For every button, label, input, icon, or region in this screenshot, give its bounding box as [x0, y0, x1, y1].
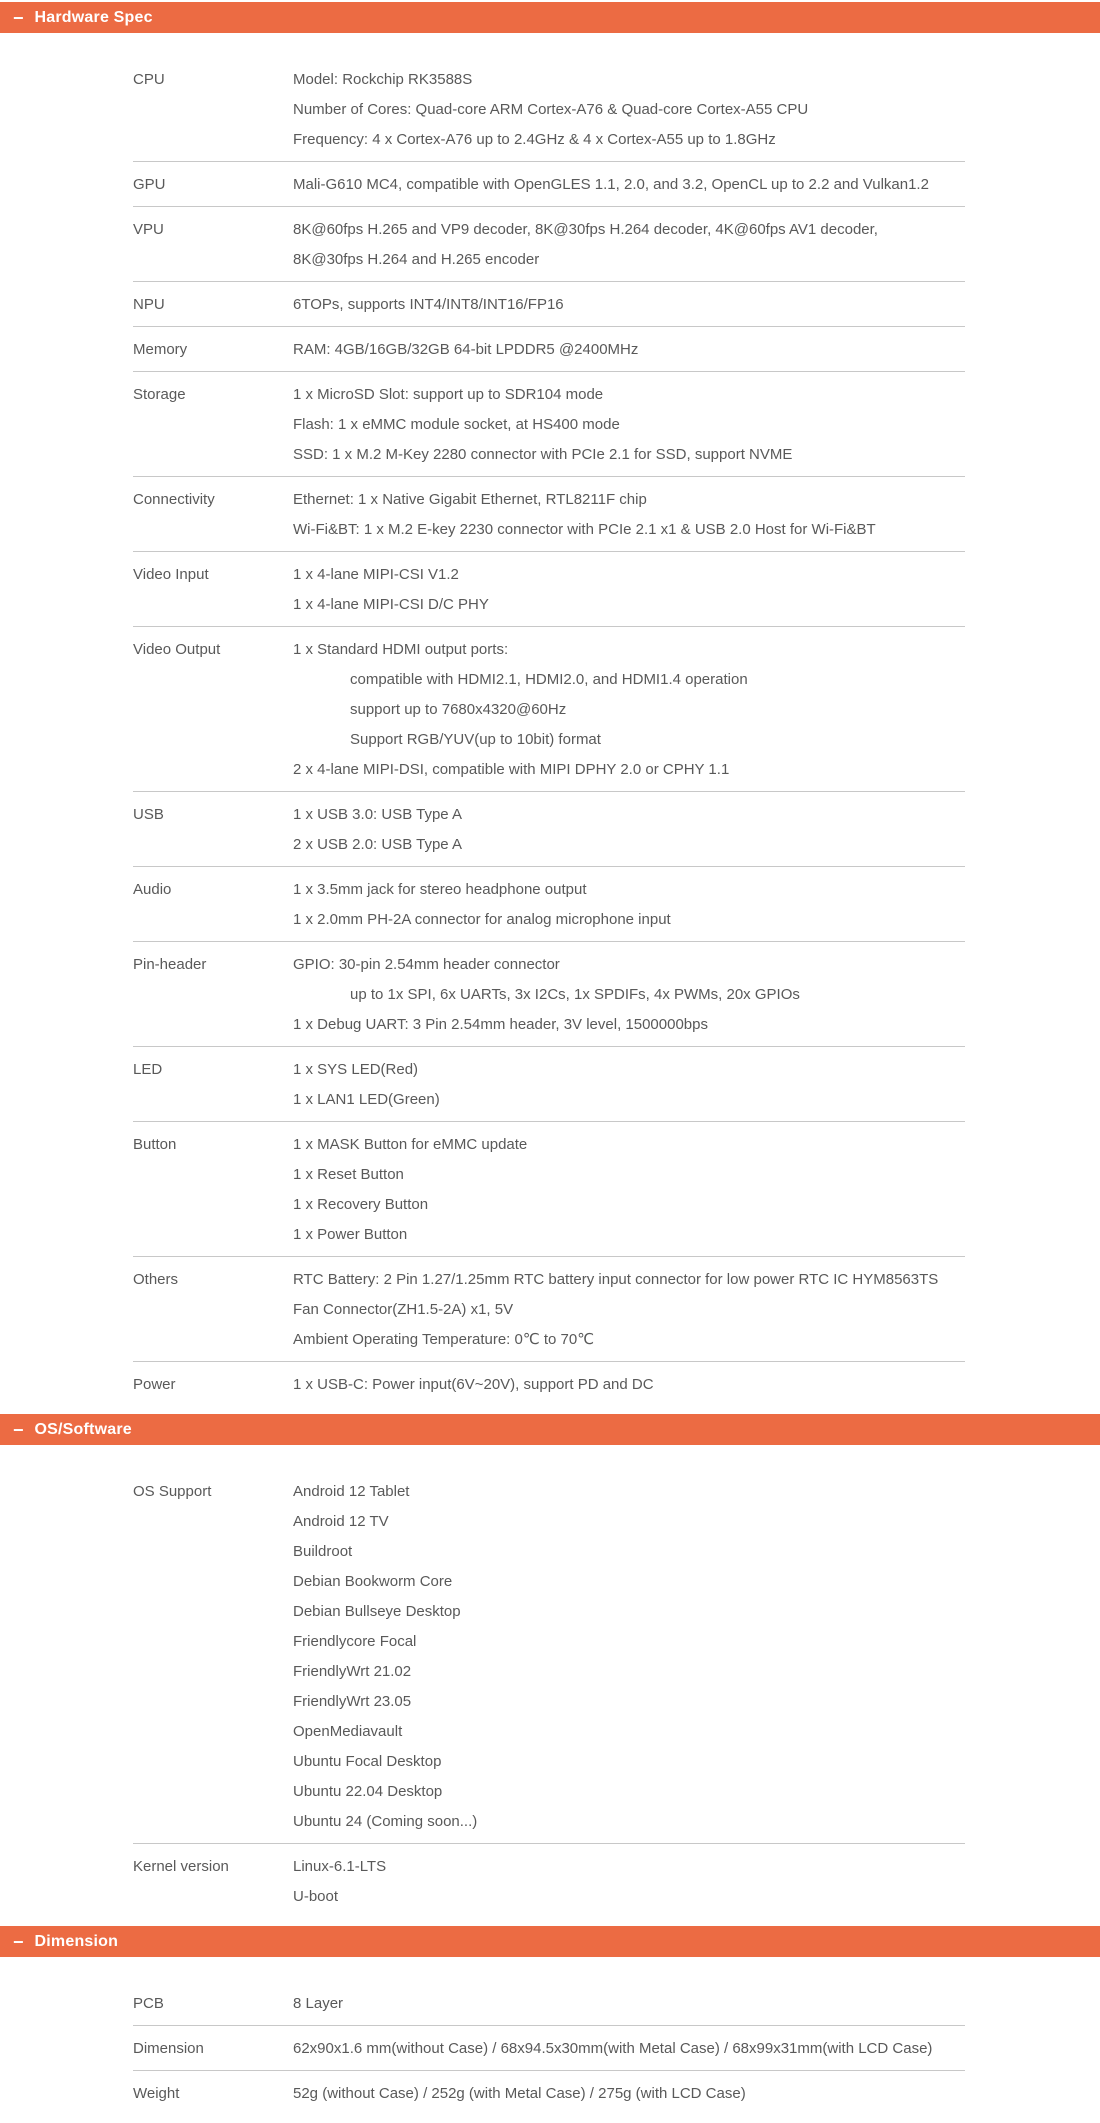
- section-title-dimension: Dimension: [34, 1932, 119, 1950]
- spec-value-line: Debian Bullseye Desktop: [293, 1603, 461, 1620]
- spec-value-line: SSD: 1 x M.2 M-Key 2280 connector with PCIe 2.1 for SSD, support NVME: [293, 446, 793, 463]
- section-header-dimension[interactable]: [0, 1926, 1100, 1957]
- spec-row-value: [293, 1989, 343, 2019]
- spec-value-line: 52g (without Case) / 252g (with Metal Case) / 275g (with LCD Case): [293, 2085, 746, 2102]
- spec-value-line: 1 x SYS LED(Red): [293, 1061, 419, 1078]
- spec-value-line: 8 Layer: [293, 1995, 344, 2012]
- spec-value-line: Flash: 1 x eMMC module socket, at HS400 mode: [293, 416, 620, 433]
- spec-row-value: [293, 485, 876, 545]
- spec-row-value: [293, 215, 878, 275]
- spec-value-line: RAM: 4GB/16GB/32GB 64-bit LPDDR5 @2400MHz: [293, 341, 639, 358]
- spec-row-label: Audio: [133, 881, 172, 898]
- spec-value-line: up to 1x SPI, 6x UARTs, 3x I2Cs, 1x SPDIFs, 4x PWMs, 20x GPIOs: [350, 986, 800, 1003]
- spec-value-line: 1 x USB-C: Power input(6V~20V), support PD and DC: [293, 1376, 654, 1393]
- spec-value-line: 1 x Power Button: [293, 1226, 408, 1243]
- spec-row-label: Connectivity: [133, 491, 215, 508]
- spec-value-line: Frequency: 4 x Cortex-A76 up to 2.4GHz & 4 x Cortex-A55 up to 1.8GHz: [293, 131, 776, 148]
- spec-value-line: 1 x 2.0mm PH-2A connector for analog microphone input: [293, 911, 671, 928]
- spec-value-line: 6TOPs, supports INT4/INT8/INT16/FP16: [293, 296, 564, 313]
- section-title-hardware-spec: Hardware Spec: [34, 8, 153, 26]
- spec-value-line: RTC Battery: 2 Pin 1.27/1.25mm RTC battery input connector for low power RTC IC HYM8563TS: [293, 1271, 939, 1288]
- spec-row-value: [293, 2034, 932, 2064]
- spec-value-line: 8K@30fps H.264 and H.265 encoder: [293, 251, 540, 268]
- section-title-os-software: OS/Software: [34, 1420, 132, 1438]
- spec-value-line: 1 x USB 3.0: USB Type A: [293, 806, 462, 823]
- spec-row-cpu: [133, 57, 965, 162]
- spec-value-line: Wi-Fi&BT: 1 x M.2 E-key 2230 connector with PCIe 2.1 x1 & USB 2.0 Host for Wi-Fi&BT: [293, 521, 876, 538]
- spec-row-audio: [133, 867, 965, 942]
- spec-row-button: [133, 1122, 965, 1257]
- spec-value-line: 1 x 4-lane MIPI-CSI D/C PHY: [293, 596, 489, 613]
- spec-value-line: 1 x LAN1 LED(Green): [293, 1091, 440, 1108]
- spec-row-label: GPU: [133, 176, 166, 193]
- spec-row-others: [133, 1257, 965, 1362]
- spec-value-line: GPIO: 30-pin 2.54mm header connector: [293, 956, 560, 973]
- spec-row-label: Video Output: [133, 641, 221, 658]
- spec-row-label: Kernel version: [133, 1858, 229, 1875]
- spec-value-line: 1 x 3.5mm jack for stereo headphone output: [293, 881, 587, 898]
- spec-row-connectivity: [133, 477, 965, 552]
- spec-value-line: Ubuntu Focal Desktop: [293, 1753, 442, 1770]
- spec-row-pcb: [133, 1981, 965, 2026]
- spec-row-value: [293, 1477, 477, 1837]
- spec-value-line: U-boot: [293, 1888, 339, 1905]
- spec-value-line: compatible with HDMI2.1, HDMI2.0, and HDMI1.4 operation: [350, 671, 748, 688]
- spec-row-npu: [133, 282, 965, 327]
- spec-value-line: Android 12 Tablet: [293, 1483, 410, 1500]
- spec-row-storage: [133, 372, 965, 477]
- spec-value-line: Model: Rockchip RK3588S: [293, 71, 473, 88]
- spec-row-value: [293, 1370, 654, 1400]
- spec-row-value: [293, 65, 808, 155]
- spec-row-value: [293, 875, 671, 935]
- spec-value-line: 1 x Reset Button: [293, 1166, 404, 1183]
- spec-row-weight: [133, 2071, 965, 2115]
- spec-row-os-support: [133, 1469, 965, 1844]
- section-header-os-software[interactable]: [0, 1414, 1100, 1445]
- spec-value-line: Android 12 TV: [293, 1513, 389, 1530]
- spec-row-label: VPU: [133, 221, 164, 238]
- spec-value-line: Ubuntu 22.04 Desktop: [293, 1783, 443, 1800]
- spec-value-line: FriendlyWrt 23.05: [293, 1693, 412, 1710]
- spec-value-line: 1 x 4-lane MIPI-CSI V1.2: [293, 566, 459, 583]
- spec-row-label: Memory: [133, 341, 188, 358]
- spec-row-label: Power: [133, 1376, 176, 1393]
- spec-value-line: 2 x 4-lane MIPI-DSI, compatible with MIPI DPHY 2.0 or CPHY 1.1: [293, 761, 730, 778]
- spec-row-label: USB: [133, 806, 164, 823]
- spec-value-line: Mali-G610 MC4, compatible with OpenGLES 1.1, 2.0, and 3.2, OpenCL up to 2.2 and Vulkan1.2: [293, 176, 929, 193]
- spec-value-line: 8K@60fps H.265 and VP9 decoder, 8K@30fps H.264 decoder, 4K@60fps AV1 decoder,: [293, 221, 878, 238]
- spec-value-line: Number of Cores: Quad-core ARM Cortex-A76 & Quad-core Cortex-A55 CPU: [293, 101, 809, 118]
- spec-row-value: [293, 635, 748, 785]
- spec-value-line: Fan Connector(ZH1.5-2A) x1, 5V: [293, 1301, 514, 1318]
- spec-value-line: Buildroot: [293, 1543, 353, 1560]
- spec-row-pin-header: [133, 942, 965, 1047]
- spec-row-label: CPU: [133, 71, 165, 88]
- spec-row-label: LED: [133, 1061, 163, 1078]
- spec-row-label: PCB: [133, 1995, 164, 2012]
- spec-value-line: 1 x Debug UART: 3 Pin 2.54mm header, 3V level, 1500000bps: [293, 1016, 708, 1033]
- spec-row-label: Storage: [133, 386, 186, 403]
- spec-row-label: Video Input: [133, 566, 209, 583]
- spec-row-value: [293, 800, 462, 860]
- spec-value-line: Ubuntu 24 (Coming soon...): [293, 1813, 478, 1830]
- spec-value-line: Ethernet: 1 x Native Gigabit Ethernet, RTL8211F chip: [293, 491, 647, 508]
- spec-value-line: 1 x MicroSD Slot: support up to SDR104 mode: [293, 386, 604, 403]
- spec-value-line: FriendlyWrt 21.02: [293, 1663, 412, 1680]
- spec-row-value: [293, 290, 564, 320]
- section-header-hardware-spec[interactable]: [0, 2, 1100, 33]
- spec-row-usb: [133, 792, 965, 867]
- spec-row-value: [293, 170, 929, 200]
- collapse-minus-icon[interactable]: −: [13, 1419, 24, 1440]
- spec-row-value: [293, 950, 800, 1040]
- spec-row-power: [133, 1362, 965, 1406]
- spec-row-label: OS Support: [133, 1483, 212, 1500]
- spec-value-line: 1 x Standard HDMI output ports:: [293, 641, 509, 658]
- spec-value-line: OpenMediavault: [293, 1723, 403, 1740]
- spec-row-label: Pin-header: [133, 956, 207, 973]
- spec-row-label: NPU: [133, 296, 165, 313]
- spec-row-vpu: [133, 207, 965, 282]
- spec-value-line: 1 x Recovery Button: [293, 1196, 429, 1213]
- spec-value-line: Ambient Operating Temperature: 0℃ to 70℃: [293, 1331, 595, 1348]
- spec-row-value: [293, 2079, 746, 2109]
- spec-row-value: [293, 380, 792, 470]
- spec-value-line: Friendlycore Focal: [293, 1633, 417, 1650]
- spec-value-line: Linux-6.1-LTS: [293, 1858, 387, 1875]
- collapse-minus-icon[interactable]: −: [13, 1931, 24, 1952]
- spec-row-kernel-version: [133, 1844, 965, 1918]
- spec-table-dimension: [0, 1957, 1100, 2123]
- spec-value-line: Debian Bookworm Core: [293, 1573, 453, 1590]
- spec-row-led: [133, 1047, 965, 1122]
- spec-value-line: 1 x MASK Button for eMMC update: [293, 1136, 528, 1153]
- spec-row-label: Others: [133, 1271, 179, 1288]
- spec-row-value: [293, 335, 638, 365]
- collapse-minus-icon[interactable]: −: [13, 7, 24, 28]
- spec-row-memory: [133, 327, 965, 372]
- spec-value-line: 2 x USB 2.0: USB Type A: [293, 836, 462, 853]
- spec-row-dimension: [133, 2026, 965, 2071]
- spec-value-line: 62x90x1.6 mm(without Case) / 68x94.5x30mm(with Metal Case) / 68x99x31mm(with LCD Case): [293, 2040, 933, 2057]
- spec-row-value: [293, 1852, 386, 1912]
- spec-row-video-output: [133, 627, 965, 792]
- spec-row-label: Weight: [133, 2085, 180, 2102]
- spec-row-label: Dimension: [133, 2040, 204, 2057]
- spec-row-value: [293, 560, 489, 620]
- spec-row-value: [293, 1055, 440, 1115]
- spec-value-line: Support RGB/YUV(up to 10bit) format: [350, 731, 601, 748]
- spec-table-os-software: [0, 1445, 1100, 1926]
- spec-row-value: [293, 1265, 938, 1355]
- spec-table-hardware-spec: [0, 33, 1100, 1414]
- spec-row-value: [293, 1130, 527, 1250]
- spec-row-label: Button: [133, 1136, 177, 1153]
- spec-row-video-input: [133, 552, 965, 627]
- spec-value-line: support up to 7680x4320@60Hz: [350, 701, 567, 718]
- spec-row-gpu: [133, 162, 965, 207]
